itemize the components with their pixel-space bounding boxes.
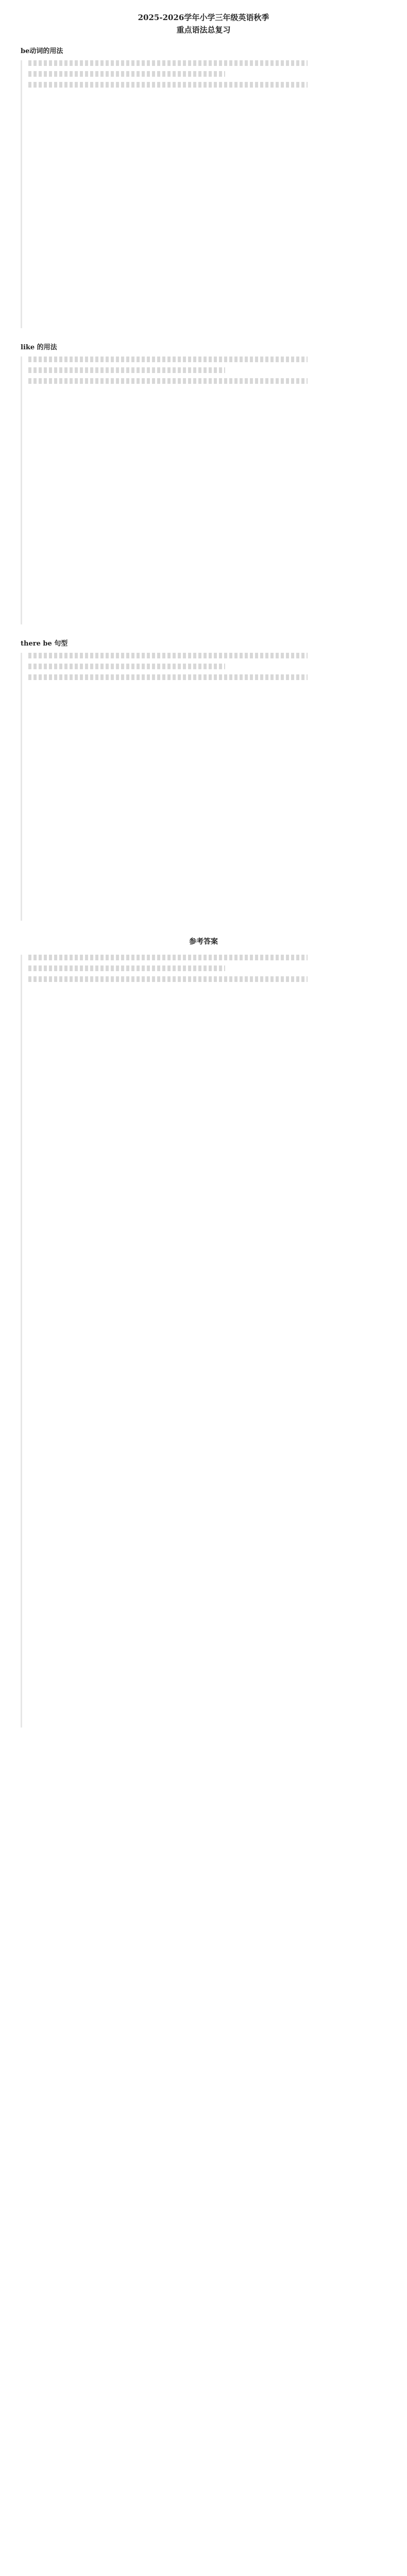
- section-body-illegible: [21, 60, 386, 328]
- section-body-illegible: [21, 653, 386, 921]
- section-like: [21, 342, 386, 624]
- document-title: [21, 11, 386, 36]
- section-be-verb: [21, 45, 386, 328]
- title-line-2: 重点语法总复习: [176, 25, 231, 35]
- section-title: there be 句型: [21, 640, 68, 648]
- section-title: like 的用法: [21, 344, 57, 351]
- title-line-1: 2025-2026学年小学三年级英语秋季: [138, 13, 269, 22]
- answer-key-title: 参考答案: [189, 938, 218, 946]
- section-body-illegible: [21, 357, 386, 624]
- section-there-be: [21, 638, 386, 921]
- answer-key-body-illegible: [21, 955, 386, 1727]
- section-title: be动词的用法: [21, 47, 63, 55]
